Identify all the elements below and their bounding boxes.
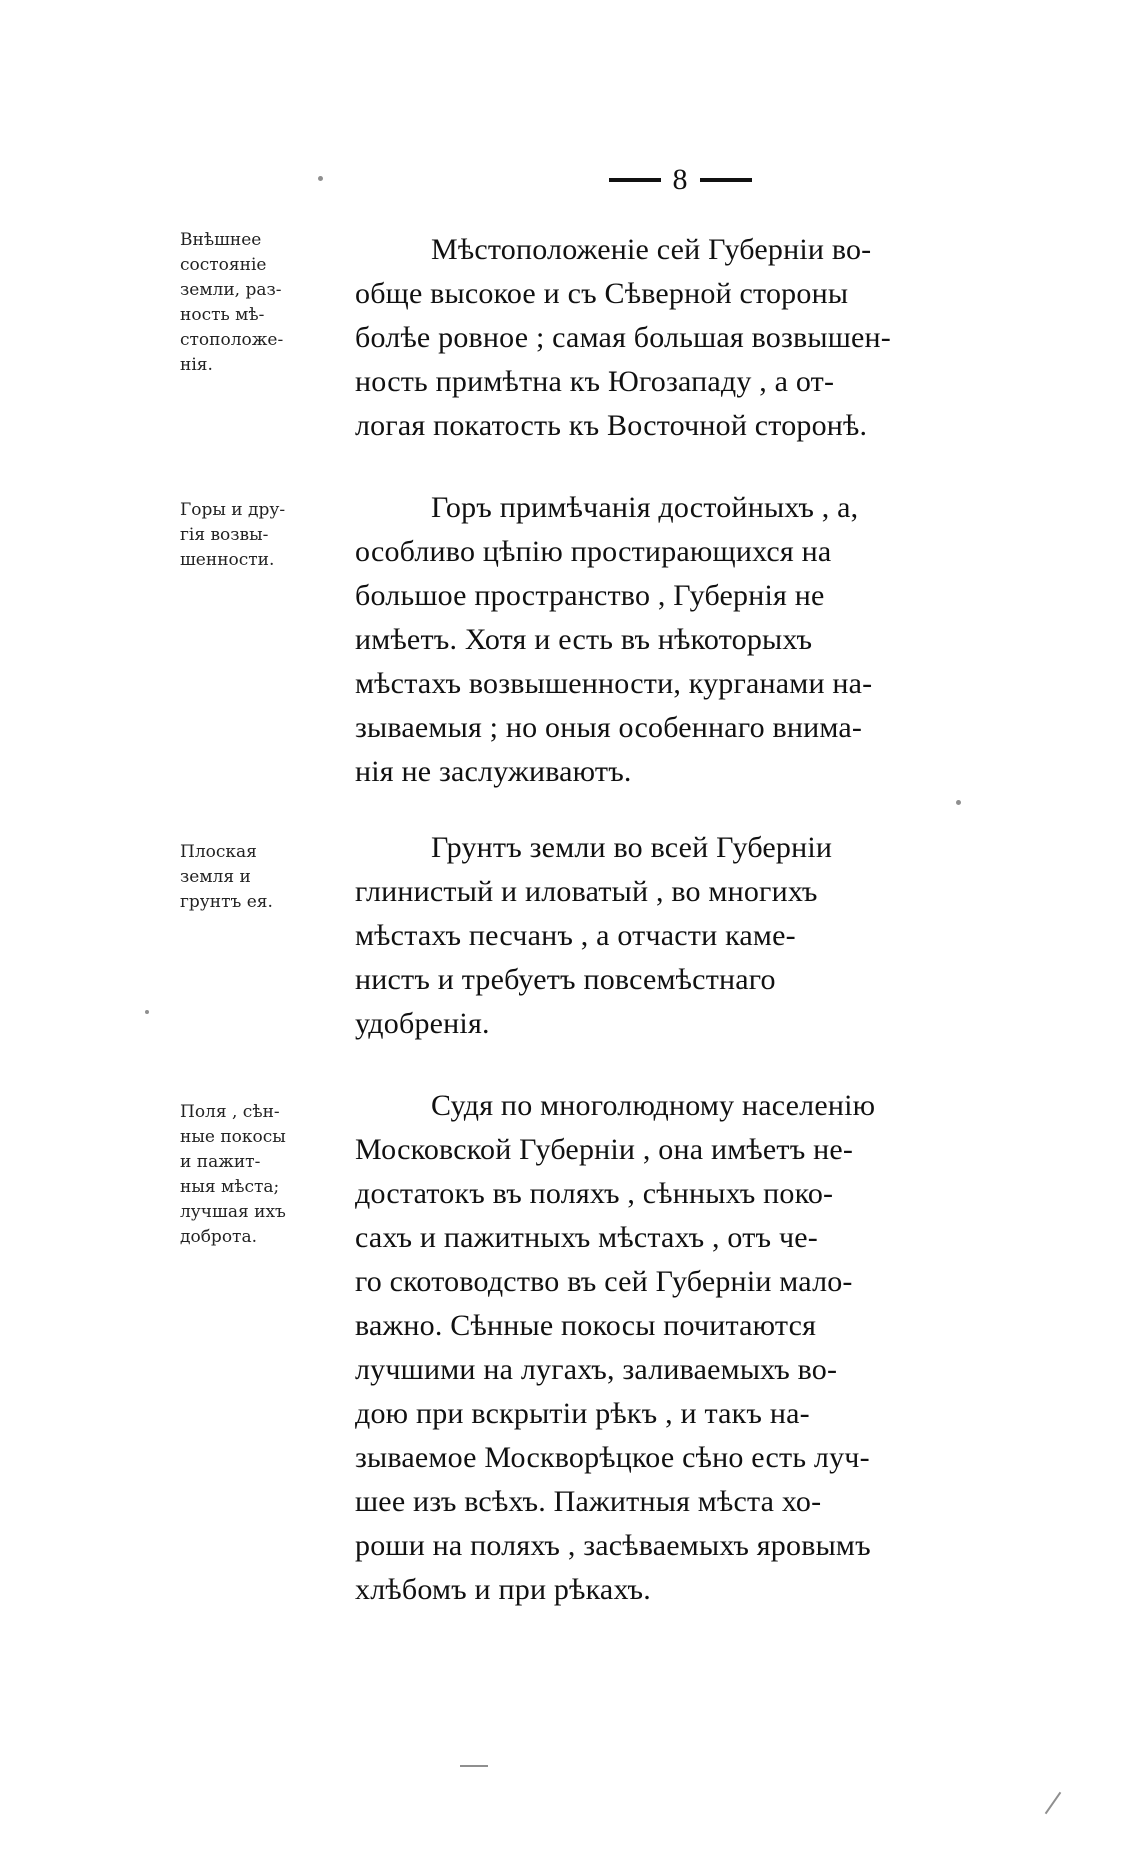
text-line: Горъ примѣчанія достойныхъ , а, [431, 491, 859, 524]
text-line: нія не заслуживаютъ. [355, 755, 632, 788]
text-line: обще высокое и съ Сѣверной стороны [355, 277, 849, 310]
paragraph-soil [355, 826, 1140, 870]
page-number: 8 [672, 163, 688, 196]
margin-line: доброта. [180, 1227, 257, 1247]
text-line: большое пространство , Губернія не [355, 579, 825, 612]
scan-speck [956, 800, 961, 805]
margin-line: ность мѣ- [180, 305, 265, 325]
text-line: мѣстахъ песчанъ , а отчасти каме- [355, 919, 796, 952]
paragraph-fields [355, 1084, 1140, 1128]
text-line: логая покатость къ Восточной сторонѣ. [355, 409, 868, 442]
margin-line: Внѣшнее [180, 230, 262, 250]
paragraph-fields-continued [355, 1128, 1075, 1612]
text-line: глинистый и иловатый , во многихъ [355, 875, 818, 908]
right-dash [700, 178, 752, 182]
margin-line: состояніе [180, 255, 267, 275]
margin-note-hills [180, 498, 355, 573]
text-line: Грунтъ земли во всей Губерніи [431, 831, 833, 864]
margin-line: нія. [180, 355, 213, 375]
scan-stroke [460, 1765, 488, 1767]
scan-speck [318, 176, 323, 181]
text-line: имѣетъ. Хотя и есть въ нѣкоторыхъ [355, 623, 813, 656]
text-line: лучшими на лугахъ, заливаемыхъ во- [355, 1353, 838, 1386]
margin-line: грунтъ ея. [180, 892, 273, 912]
text-line: важно. Сѣнные покосы почитаются [355, 1309, 817, 1342]
text-line: болѣе ровное ; самая большая возвышен- [355, 321, 891, 354]
margin-line: Горы и дру- [180, 500, 286, 520]
margin-line: земля и [180, 867, 251, 887]
margin-line: ные покосы [180, 1127, 286, 1147]
text-line: дою при вскрытіи рѣкъ , и такъ на- [355, 1397, 810, 1430]
text-line: зываемое Москворѣцкое сѣно есть луч- [355, 1441, 870, 1474]
paragraph-hills [355, 486, 1140, 530]
text-line: зываемыя ; но оныя особеннаго внима- [355, 711, 863, 744]
margin-line: ныя мѣста; [180, 1177, 280, 1197]
text-line: роши на поляхъ , засѣваемыхъ яровымъ [355, 1529, 871, 1562]
text-line: Московской Губерніи , она имѣетъ не- [355, 1133, 854, 1166]
margin-line: лучшая ихъ [180, 1202, 286, 1222]
margin-line: Плоская [180, 842, 257, 862]
left-dash [609, 178, 661, 182]
paragraph-terrain [355, 228, 1140, 272]
text-line: ность примѣтна къ Югозападу , а от- [355, 365, 835, 398]
text-line: особливо цѣпію простирающихся на [355, 535, 832, 568]
paragraph-hills-continued [355, 530, 1075, 794]
page-header [560, 155, 800, 205]
margin-note-soil [180, 840, 355, 915]
text-line: го скотоводство въ сей Губерніи мало- [355, 1265, 853, 1298]
text-line: мѣстахъ возвышенности, курганами на- [355, 667, 873, 700]
margin-line: шенности. [180, 550, 275, 570]
text-line: шее изъ всѣхъ. Пажитныя мѣста хо- [355, 1485, 822, 1518]
margin-line: гія возвы- [180, 525, 269, 545]
margin-line: стоположе- [180, 330, 284, 350]
margin-note-fields [180, 1100, 355, 1250]
text-line: Мѣстоположеніе сей Губерніи во- [431, 233, 872, 266]
margin-line: земли, раз- [180, 280, 282, 300]
margin-note-terrain [180, 228, 355, 378]
paragraph-terrain-continued [355, 272, 1075, 448]
text-line: достатокъ въ поляхъ , сѣнныхъ поко- [355, 1177, 834, 1210]
text-line: сахъ и пажитныхъ мѣстахъ , отъ че- [355, 1221, 818, 1254]
paragraph-soil-continued [355, 870, 1075, 1046]
scan-speck [145, 1010, 149, 1014]
margin-line: и пажит- [180, 1152, 261, 1172]
margin-line: Поля , сѣн- [180, 1102, 280, 1122]
text-line: хлѣбомъ и при рѣкахъ. [355, 1573, 651, 1606]
text-line: Судя по многолюдному населенію [431, 1089, 876, 1122]
text-line: удобренія. [355, 1007, 490, 1040]
scan-stroke [1045, 1792, 1062, 1814]
text-line: нистъ и требуетъ повсемѣстнаго [355, 963, 776, 996]
